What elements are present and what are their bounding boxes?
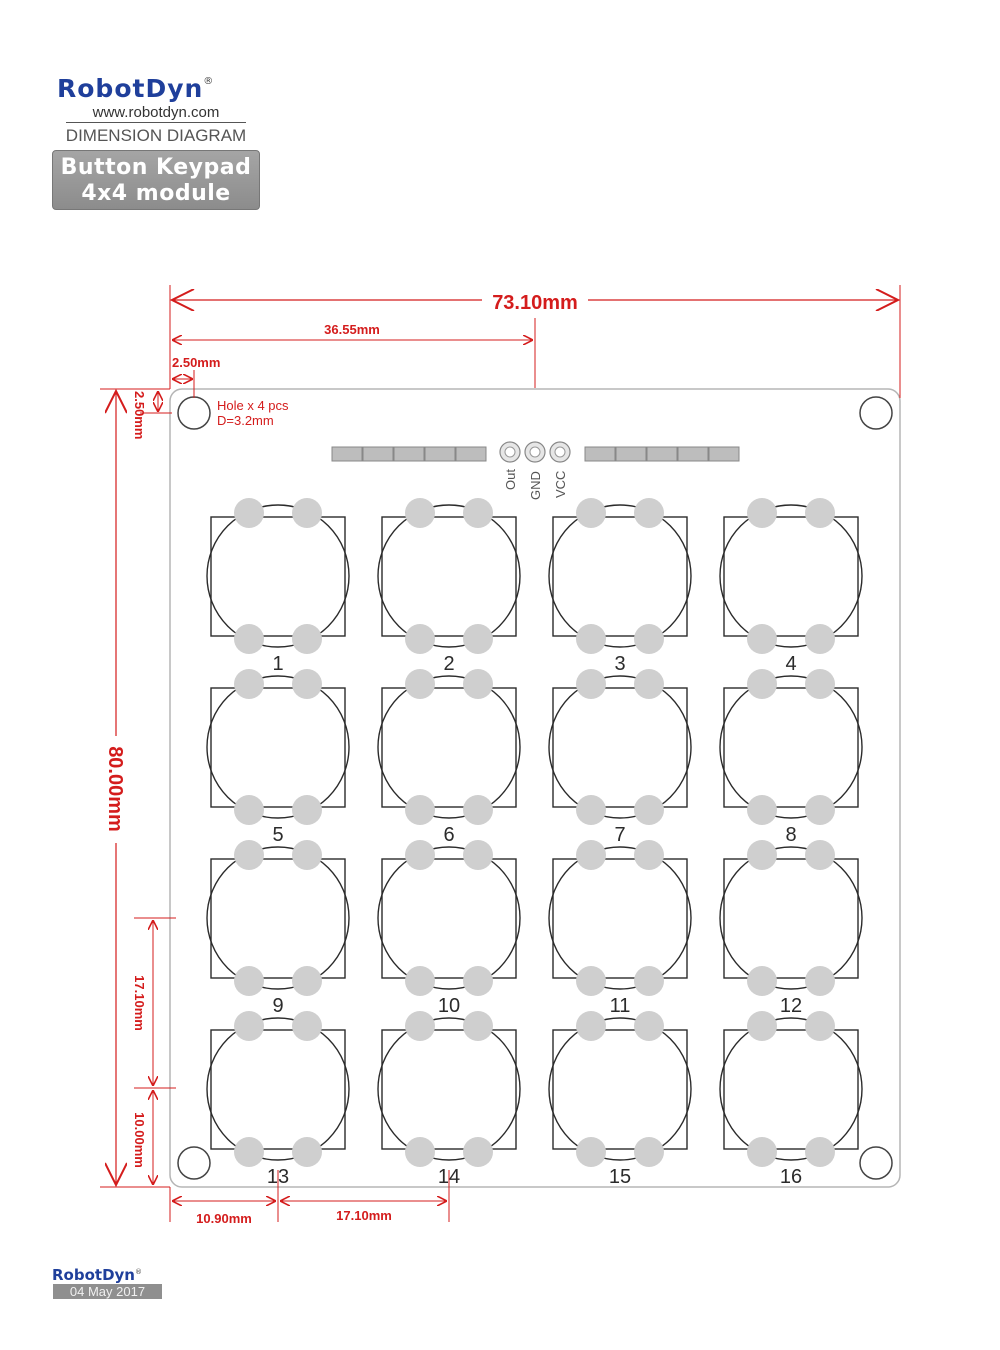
solder-pad (747, 795, 777, 825)
header-connector-right (585, 447, 739, 461)
dimension-label-height-total: 80.00mm (104, 746, 126, 832)
dimension-bottom-offset (132, 1090, 153, 1185)
solder-pad (634, 669, 664, 699)
product-title-line1: Button Keypad (60, 155, 252, 180)
solder-pad (805, 669, 835, 699)
solder-pad (292, 840, 322, 870)
button-number: 7 (614, 824, 626, 846)
solder-pad (292, 795, 322, 825)
solder-pad (292, 624, 322, 654)
hole-note-line1: Hole x 4 pcs (217, 398, 289, 413)
solder-pad (463, 1011, 493, 1041)
solder-pad (292, 498, 322, 528)
button-number: 14 (437, 1166, 461, 1188)
solder-pad (405, 840, 435, 870)
solder-pad (634, 624, 664, 654)
dimension-label-hole-offset-x: 2.50mm (172, 355, 221, 370)
button-number: 3 (614, 653, 626, 675)
dimension-height-total (100, 389, 170, 1187)
diagram-subtitle: DIMENSION DIAGRAM (65, 126, 247, 145)
brand-url: www.robotdyn.com (66, 104, 246, 123)
solder-pad (292, 669, 322, 699)
button-number: 10 (437, 995, 461, 1017)
solder-pad (234, 1011, 264, 1041)
solder-pad (292, 1011, 322, 1041)
solder-pad (576, 624, 606, 654)
button-number: 11 (609, 995, 631, 1017)
solder-pad (805, 966, 835, 996)
solder-pad (234, 1137, 264, 1167)
dimension-label-left-offset: 10.90mm (196, 1211, 252, 1226)
solder-pad (634, 1137, 664, 1167)
solder-pad (576, 669, 606, 699)
dimension-label-width-total: 73.10mm (492, 292, 578, 314)
solder-pad (576, 795, 606, 825)
solder-pad (463, 498, 493, 528)
solder-pad (747, 840, 777, 870)
solder-pad (747, 966, 777, 996)
solder-pad (405, 669, 435, 699)
solder-pad (747, 1137, 777, 1167)
solder-pad (576, 966, 606, 996)
button-number: 1 (272, 653, 284, 675)
solder-pad (463, 669, 493, 699)
brand-name: RobotDyn (57, 74, 204, 103)
solder-pad (634, 498, 664, 528)
button-number: 5 (272, 824, 284, 846)
button-number: 6 (443, 824, 455, 846)
footer-date: 04 May 2017 (53, 1284, 162, 1299)
registered-mark: ® (203, 75, 215, 87)
solder-pad (634, 840, 664, 870)
solder-pad (576, 1137, 606, 1167)
solder-pad (805, 840, 835, 870)
solder-pad (805, 1011, 835, 1041)
button-number: 2 (443, 653, 455, 675)
solder-pad (463, 966, 493, 996)
solder-pad (405, 624, 435, 654)
dimension-label-width-half: 36.55mm (324, 322, 380, 337)
solder-pad (234, 795, 264, 825)
solder-pad (405, 1137, 435, 1167)
solder-pad (405, 498, 435, 528)
board-outline (170, 389, 900, 1187)
dimension-label-pitch-horizontal: 17.10mm (336, 1208, 392, 1223)
solder-pad (463, 840, 493, 870)
product-title-line2: 4x4 module (81, 181, 231, 206)
solder-pad (463, 624, 493, 654)
button-number: 12 (779, 995, 803, 1017)
solder-pad (747, 1011, 777, 1041)
dimension-label-pitch-vertical: 17.10mm (132, 975, 147, 1031)
solder-pad (576, 498, 606, 528)
dimension-label-hole-offset-y: 2.50mm (132, 391, 147, 440)
solder-pad (234, 840, 264, 870)
solder-pad (576, 1011, 606, 1041)
solder-pad (747, 624, 777, 654)
solder-pad (805, 1137, 835, 1167)
solder-pad (805, 624, 835, 654)
solder-pad (405, 966, 435, 996)
button-number: 4 (785, 653, 797, 675)
solder-pad (463, 795, 493, 825)
header-connector-left (332, 447, 486, 461)
button-number: 15 (608, 1166, 632, 1188)
hole-note-line2: D=3.2mm (217, 413, 274, 428)
solder-pad (634, 1011, 664, 1041)
solder-pad (805, 795, 835, 825)
solder-pad (634, 795, 664, 825)
solder-pad (234, 966, 264, 996)
solder-pad (234, 669, 264, 699)
solder-pad (405, 1011, 435, 1041)
footer-brand-logo (52, 1266, 142, 1284)
solder-pad (463, 1137, 493, 1167)
pin-label-gnd: GND (528, 471, 543, 500)
solder-pad (292, 1137, 322, 1167)
button-number: 9 (272, 995, 284, 1017)
footer-registered-mark: ® (134, 1268, 142, 1276)
solder-pad (747, 669, 777, 699)
solder-pad (292, 966, 322, 996)
dimension-label-bottom-offset: 10.00mm (132, 1112, 147, 1168)
button-number: 16 (779, 1166, 803, 1188)
solder-pad (234, 498, 264, 528)
dimension-width-half (172, 318, 535, 388)
solder-pad (634, 966, 664, 996)
solder-pad (234, 624, 264, 654)
solder-pad (805, 498, 835, 528)
pin-label-vcc: VCC (553, 470, 568, 498)
solder-pad (405, 795, 435, 825)
button-number: 13 (266, 1166, 290, 1188)
footer-brand-name: RobotDyn (52, 1266, 135, 1284)
solder-pad (747, 498, 777, 528)
solder-pad (576, 840, 606, 870)
button-number: 8 (785, 824, 797, 846)
pin-label-out: Out (503, 469, 518, 490)
dimension-hole-offset-y (132, 391, 172, 439)
